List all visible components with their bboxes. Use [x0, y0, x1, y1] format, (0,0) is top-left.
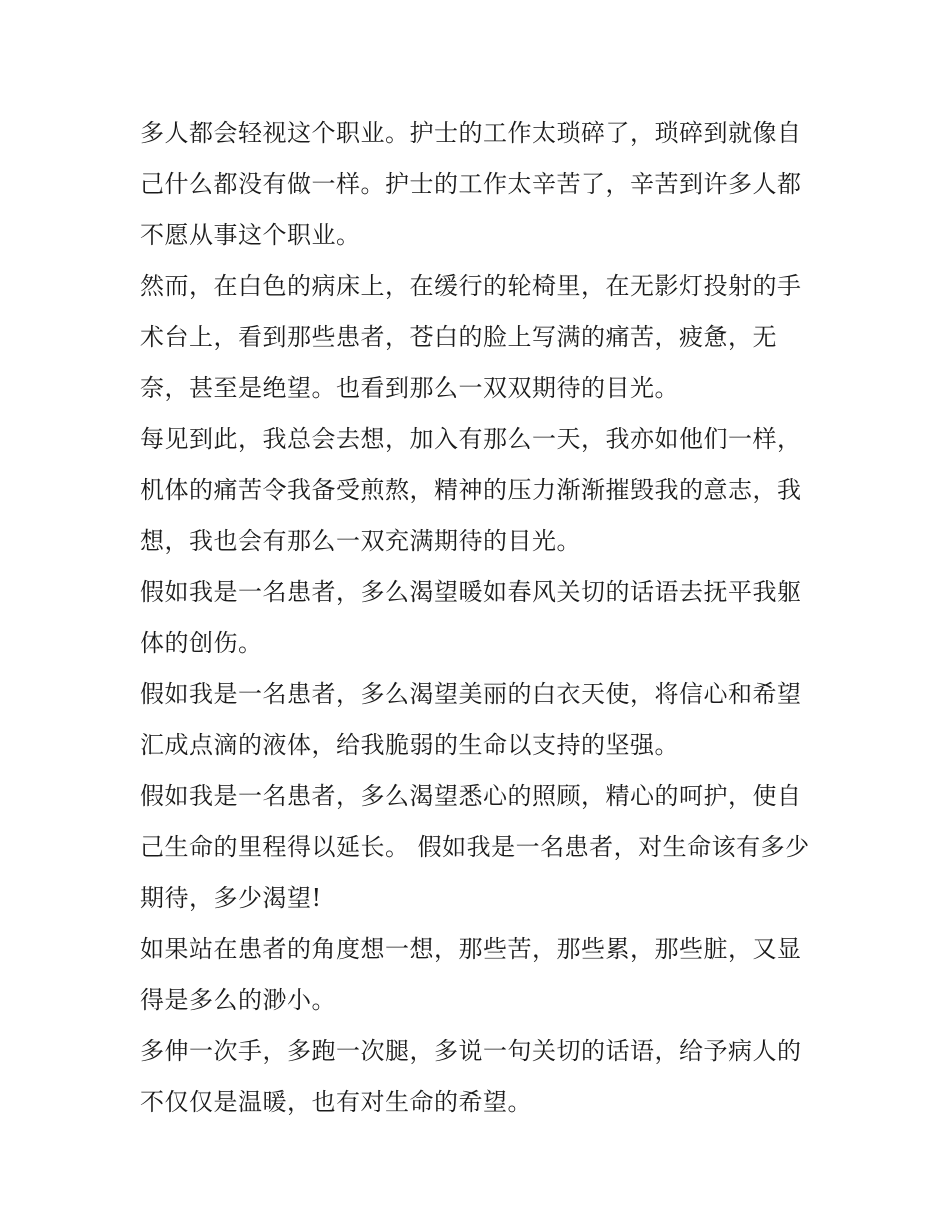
paragraph-7: 如果站在患者的角度想一想，那些苦，那些累，那些脏，又显得是多么的渺小。 — [140, 935, 802, 1014]
paragraph-5: 假如我是一名患者，多么渴望美丽的白衣天使，将信心和希望汇成点滴的液体，给我脆弱的生命以支持的坚强。 — [140, 680, 802, 759]
paragraph-2: 然而，在白色的病床上，在缓行的轮椅里，在无影灯投射的手术台上，看到那些患者，苍白的脸上写满的痛苦，疲惫，无奈，甚至是绝望。也看到那么一双双期待的目光。 — [140, 272, 802, 402]
paragraph-6: 假如我是一名患者，多么渴望悉心的照顾，精心的呵护，使自己生命的里程得以延长。 假如我是一名患者，对生命该有多少期待，多少渴望! — [140, 782, 810, 912]
paragraph-1: 多人都会轻视这个职业。护士的工作太琐碎了，琐碎到就像自己什么都没有做一样。护士的工作太辛苦了，辛苦到许多人都不愿从事这个职业。 — [140, 119, 802, 249]
paragraph-3: 每见到此，我总会去想，加入有那么一天，我亦如他们一样，机体的痛苦令我备受煎熬，精神的压力渐渐摧毁我的意志，我想，我也会有那么一双充满期待的目光。 — [140, 425, 802, 555]
paragraph-8: 多伸一次手，多跑一次腿，多说一句关切的话语，给予病人的不仅仅是温暖，也有对生命的希望。 — [140, 1037, 802, 1116]
paragraph-4: 假如我是一名患者，多么渴望暖如春风关切的话语去抚平我躯体的创伤。 — [140, 578, 802, 657]
